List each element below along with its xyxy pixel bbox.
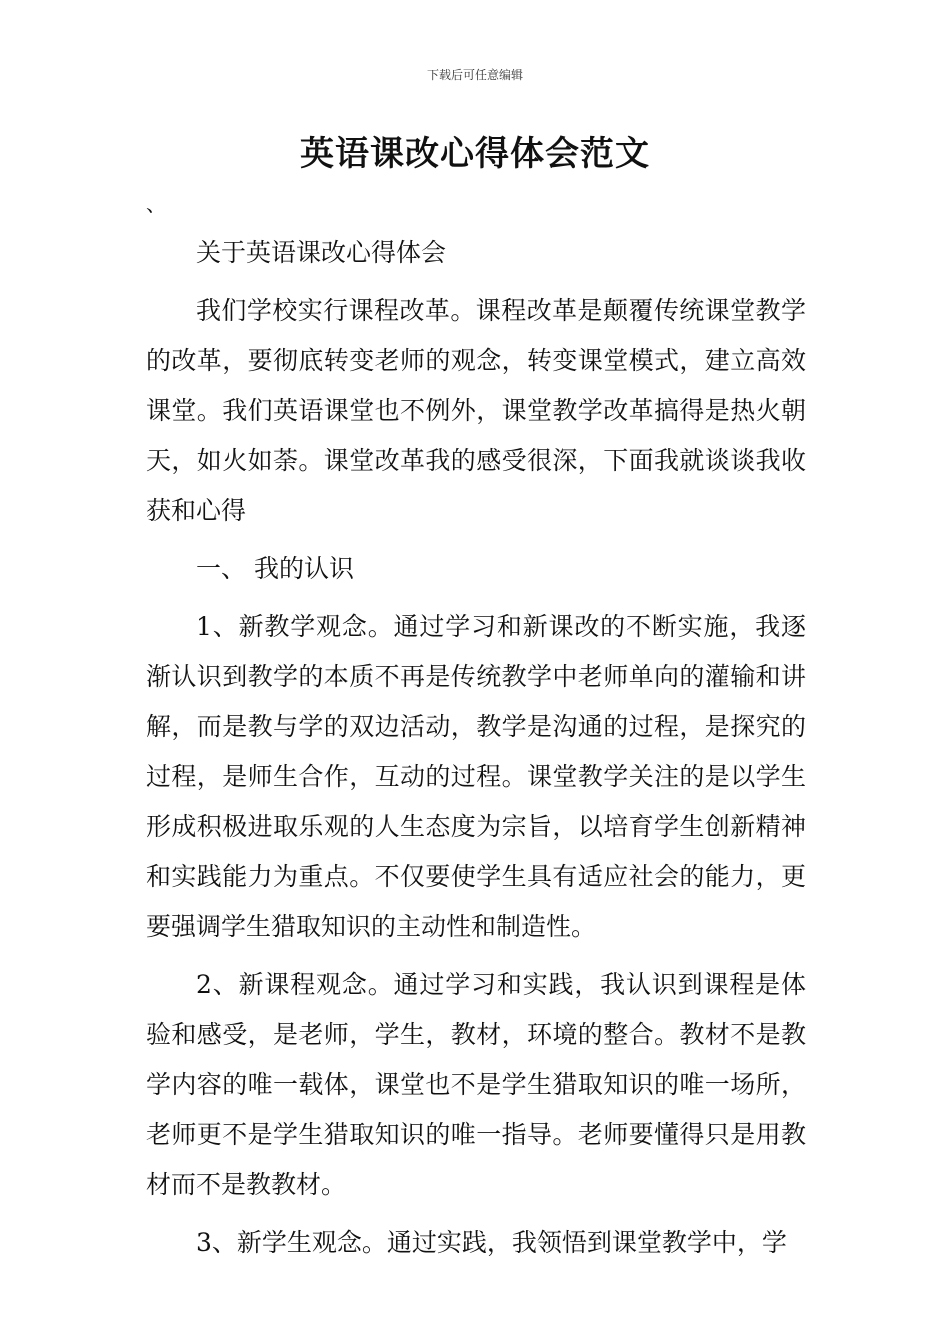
document-body <box>146 228 806 1268</box>
section-subtitle: 关于英语课改心得体会 <box>196 238 447 267</box>
paragraph-teaching-concept: 1、新教学观念。通过学习和新课改的不断实施，我逐渐认识到教学的本质不再是传统教学中老师单向的灌输和讲解，而是教与学的双边活动，教学是沟通的过程，是探究的过程，是师生合作，互动的过程。课堂教学关注的是以学生形成积极进取乐观的人生态度为宗旨，以培育学生创新精神和实践能力为重点。不仅要使学生具有适应社会的能力，更要强调学生猎取知识的主动性和制造性。 <box>146 612 806 941</box>
paragraph-curriculum-concept: 2、新课程观念。通过学习和实践，我认识到课程是体验和感受，是老师，学生，教材，环境的整合。教材不是教学内容的唯一载体，课堂也不是学生猎取知识的唯一场所，老师更不是学生猎取知识的唯一指导。老师要懂得只是用教材而不是教教材。 <box>146 970 806 1199</box>
paragraph-intro: 我们学校实行课程改革。课程改革是颠覆传统课堂教学的改革，要彻底转变老师的观念，转变课堂模式，建立高效课堂。我们英语课堂也不例外，课堂教学改革搞得是热火朝天，如火如荼。课堂改革我的感受很深，下面我就谈谈我收获和心得 <box>146 296 806 525</box>
header-note: 下载后可任意编辑 <box>426 68 523 82</box>
paragraph-student-concept: 3、新学生观念。通过实践，我领悟到课堂教学中，学 <box>196 1228 787 1257</box>
section-heading-my-understanding: 一、 我的认识 <box>196 554 354 583</box>
document-title: 英语课改心得体会范文 <box>300 134 650 174</box>
stray-punctuation-mark: 、 <box>146 192 166 216</box>
